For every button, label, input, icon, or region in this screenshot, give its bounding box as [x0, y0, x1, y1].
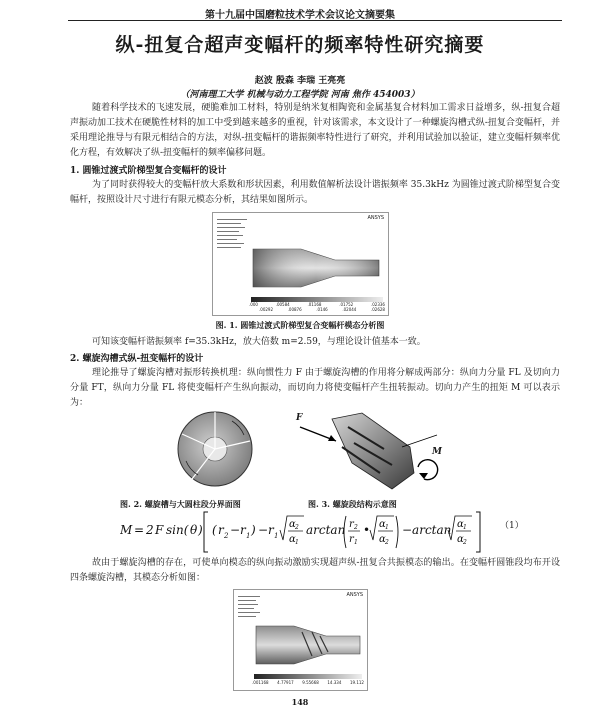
svg-text:M: M: [120, 523, 133, 537]
svg-text:α: α: [379, 519, 386, 530]
colorbar-2-ticks: .001168 4.77917 9.55668 14.334 19.112: [252, 680, 364, 685]
affiliation: （河南理工大学 机械与动力工程学院 河南 焦作 454003）: [180, 90, 420, 100]
svg-text:(: (: [212, 523, 217, 537]
figure-1-caption: 图. 1. 圆锥过渡式阶梯型复合变幅杆模态分析图: [215, 320, 385, 330]
svg-text:−: −: [230, 523, 241, 537]
figure-3-caption: 图. 3. 螺旋段结构示意图: [308, 499, 397, 509]
svg-text:1: 1: [295, 539, 299, 546]
figure-2-cross-section: [172, 409, 258, 489]
svg-text:2: 2: [146, 523, 154, 537]
svg-text:2: 2: [295, 524, 299, 531]
torque-label: M: [432, 447, 442, 457]
svg-text:•: •: [363, 523, 371, 537]
svg-text:α: α: [457, 534, 464, 545]
svg-text:2: 2: [463, 539, 467, 546]
colorbar-ticks-2: .00292 .00876 .0146 .02044 .02628: [259, 307, 385, 312]
svg-text:1: 1: [385, 524, 389, 531]
section1-result: 可知该变幅杆谐振频率 f=35.3kHz，放大倍数 m=2.59，与理论设计值基本一致。: [92, 337, 426, 347]
svg-text:2: 2: [224, 532, 229, 540]
intro-paragraph: 随着科学技术的飞速发展，硬脆难加工材料，特别是纳米复相陶瓷和金属基复合材料加工需求日益增多，纵-扭复合超声振动加工技术在硬脆性材料的加工中受到越来越多的重视，针对该需求，本文设计了一种螺旋沟槽式纵-扭复合变幅杆，并采用理论推导与有限元相结合的方法，对纵-扭变幅杆的谐振频率特性进行了研究，并利用试验加以验证，建立变幅杆频率优化方程，有效解决了纵-扭变幅杆的频率偏移问题。: [70, 103, 560, 158]
figure-3-helical-structure: [292, 407, 444, 493]
svg-text:1: 1: [463, 524, 467, 531]
svg-text:α: α: [289, 534, 296, 545]
ansys-label: ANSYS: [367, 215, 384, 221]
svg-text:1: 1: [354, 539, 358, 546]
page-number: 148: [291, 697, 309, 707]
svg-text:sin(: sin(: [166, 523, 189, 537]
running-header: 第十九届中国磨粒技术学术会议论文摘要集: [205, 10, 395, 21]
svg-text:arctan: arctan: [306, 523, 346, 537]
svg-text:θ: θ: [190, 523, 198, 537]
svg-text:r: r: [349, 534, 354, 545]
colorbar-2: [254, 674, 362, 679]
section1-text: 为了同时获得较大的变幅杆放大系数和形状因素，利用数值解析法设计谐振频率 35.3kHz 为圆锥过渡式阶梯型复合变幅杆，按照设计尺寸进行有限元模态分析，其结果如图所示。: [70, 180, 560, 205]
svg-text:): ): [198, 523, 203, 537]
paper-title: 纵-扭复合超声变幅杆的频率特性研究摘要: [115, 34, 485, 56]
header-rule: [68, 20, 562, 21]
section2-after-text: 故由于螺旋沟槽的存在，可使单向模态的纵向振动激励实现超声纵-扭复合共振模态的输出。在变幅杆圆锥段均布开设四条螺旋沟槽，其模态分析如图：: [70, 558, 560, 583]
figure-2-caption: 图. 2. 螺旋槽与大圆柱段分界面图: [120, 499, 241, 509]
svg-text:α: α: [379, 534, 386, 545]
equation-1: [120, 508, 490, 556]
svg-text:1: 1: [274, 532, 279, 540]
figure-1-fem-image: [212, 212, 389, 316]
svg-text:): ): [251, 523, 256, 537]
svg-text:α: α: [289, 519, 296, 530]
equation-number: （1）: [500, 521, 524, 531]
svg-text:2: 2: [354, 524, 358, 531]
svg-text:−arctan: −arctan: [402, 523, 452, 537]
svg-text:2: 2: [385, 539, 389, 546]
svg-text:α: α: [457, 519, 464, 530]
colorbar-ticks: .000 .00584 .01168 .01752 .02336: [249, 302, 385, 307]
section2-heading: 2. 螺旋沟槽式纵-扭变幅杆的设计: [70, 354, 204, 364]
helical-horn-model-shape: [254, 618, 362, 672]
svg-text:=: =: [134, 523, 145, 537]
svg-text:r: r: [349, 519, 354, 530]
force-label: F: [296, 413, 303, 423]
ansys-label-2: ANSYS: [346, 592, 363, 598]
horn-model-shape: [251, 243, 383, 293]
section2-text: 理论推导了螺旋沟槽对振形转换机理：纵向惯性力 F 由于螺旋沟槽的作用将分解成两部分：纵向力分量 FL 及切向力分量 FT，纵向力分量 FL 将使变幅杆产生纵向振动，而切向力将使变幅杆产生扭转振动。切向力产生的扭矩 M 可以表示为：: [70, 368, 560, 408]
svg-text:r: r: [218, 523, 224, 537]
author-list: 赵波 殷森 李瑞 王亮亮: [254, 76, 346, 86]
svg-text:r: r: [240, 523, 246, 537]
svg-text:−: −: [258, 523, 269, 537]
svg-text:1: 1: [246, 532, 251, 540]
svg-text:F: F: [155, 523, 164, 537]
svg-text:r: r: [268, 523, 274, 537]
section1-heading: 1. 圆锥过渡式阶梯型复合变幅杆的设计: [70, 166, 227, 176]
figure-4-fem-image: [233, 589, 368, 691]
